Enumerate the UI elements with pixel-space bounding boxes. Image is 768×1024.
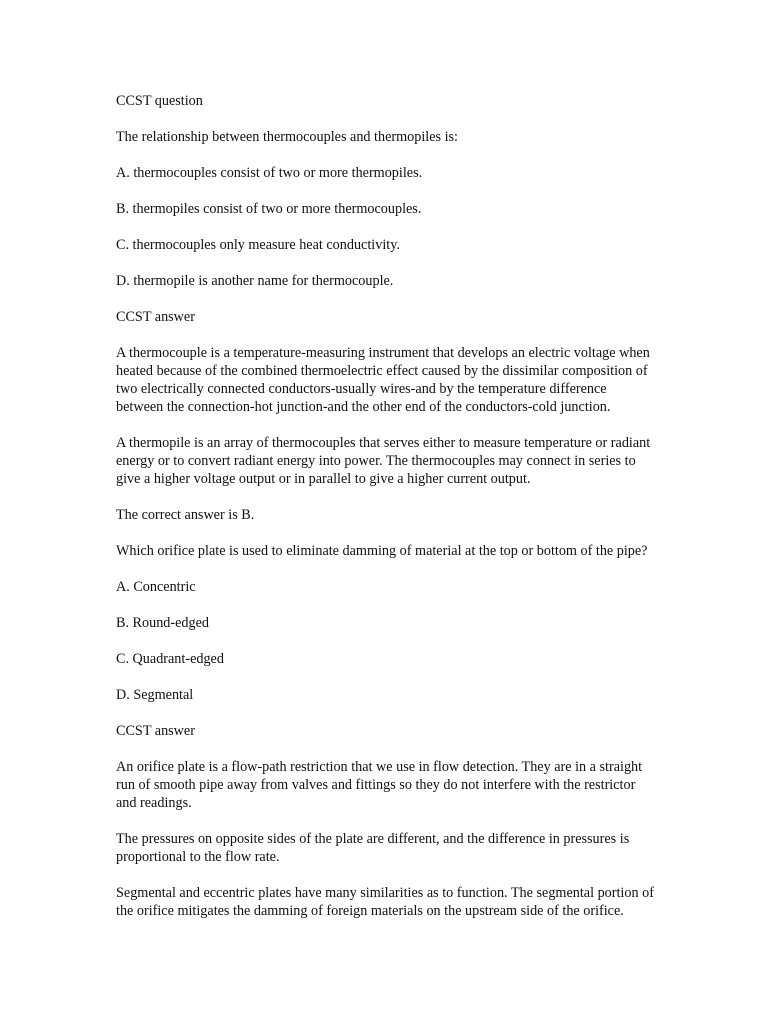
question-1-option-c: C. thermocouples only measure heat conductivity. [116,237,400,253]
answer-1-conclusion: The correct answer is B. [116,507,255,523]
document-page [116,92,656,938]
answer-1-heading: CCST answer [116,309,195,325]
answer-2-heading: CCST answer [116,723,195,739]
question-1-option-a: A. thermocouples consist of two or more thermopiles. [116,165,423,181]
question-1-option-d: D. thermopile is another name for thermocouple. [116,273,394,289]
question-2-option-c: C. Quadrant-edged [116,651,224,667]
question-2-text: Which orifice plate is used to eliminate damming of material at the top or bottom of the pipe? [116,543,648,559]
question-2-option-a: A. Concentric [116,579,196,595]
question-1-option-b: B. thermopiles consist of two or more thermocouples. [116,201,422,217]
answer-1-paragraph-2: A thermopile is an array of thermocouples that serves either to measure temperature or radiant energy or to convert radiant energy into power. The thermocouples may connect in series to give a higher voltage output or in parallel to give a higher current output. [116,435,651,487]
answer-2-paragraph-3: Segmental and eccentric plates have many similarities as to function. The segmental portion of the orifice mitigates the damming of foreign materials on the upstream side of the orifice. [116,885,654,919]
answer-1-paragraph-1: A thermocouple is a temperature-measuring instrument that develops an electric voltage when heated because of the combined thermoelectric effect caused by the dissimilar composition of two electrically connected conductors-usually wires-and by the temperature difference between the connection-hot junction-and the other end of the conductors-cold junction. [116,345,650,415]
answer-2-paragraph-2: The pressures on opposite sides of the plate are different, and the difference in pressures is proportional to the flow rate. [116,831,630,865]
question-2-option-d: D. Segmental [116,687,194,703]
answer-2-paragraph-1: An orifice plate is a flow-path restriction that we use in flow detection. They are in a straight run of smooth pipe away from valves and fittings so they do not interfere with the restrictor and readings. [116,759,643,811]
question-1-heading: CCST question [116,93,203,109]
question-1-text: The relationship between thermocouples and thermopiles is: [116,129,458,145]
question-2-option-b: B. Round-edged [116,615,209,631]
